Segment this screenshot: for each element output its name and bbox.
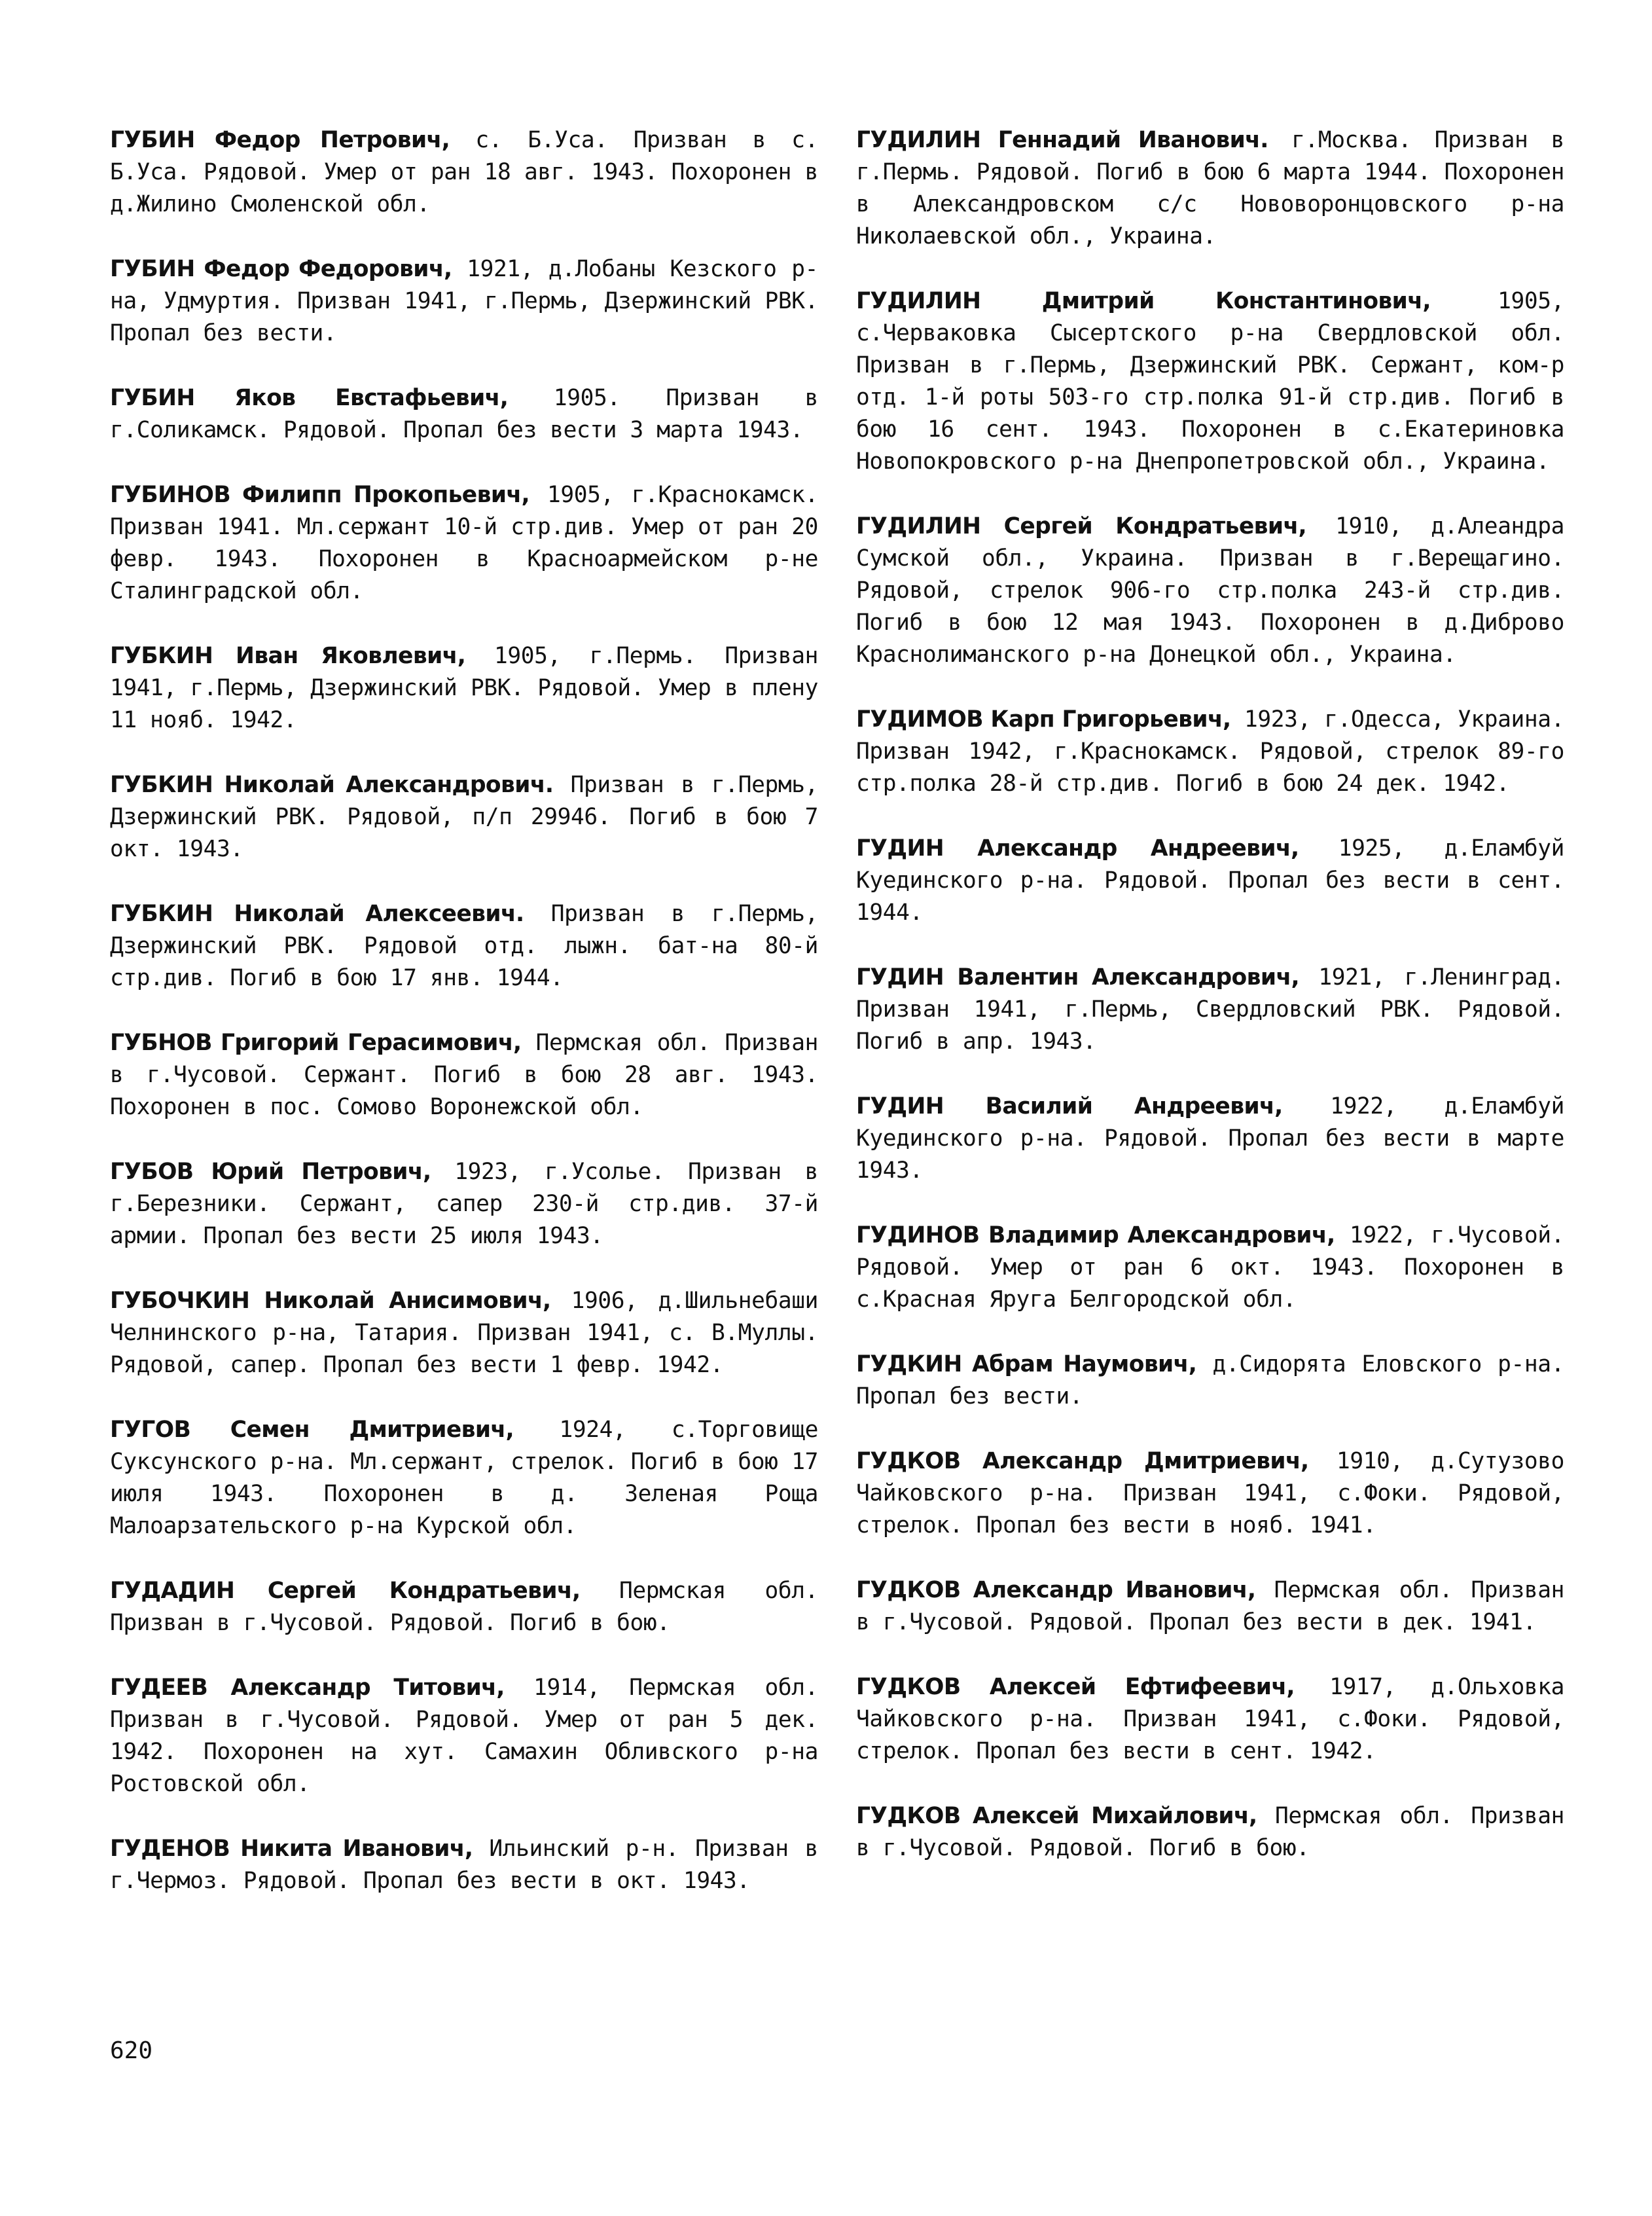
entry-text: 1910, д.Сутузово Чайковского р-на. Призван 1941, с.Фоки. Рядовой, стрелок. Пропал без вести в нояб. 1941. [856, 1448, 1564, 1538]
page-number: 620 [110, 2037, 153, 2064]
entry-text: 1923, г.Усолье. Призван в г.Березники. Сержант, сапер 230-й стр.див. 37-й армии. Пропал без вести 25 июля 1943. [110, 1159, 818, 1249]
entry-text: Ильинский р-н. Призван в г.Чермоз. Рядовой. Пропал без вести в окт. 1943. [110, 1836, 818, 1894]
right-column [856, 124, 1564, 1897]
entry [856, 1445, 1564, 1542]
entry-text: 1905, г.Краснокамск. Призван 1941. Мл.сержант 10-й стр.див. Умер от ран 20 февр. 1943. Похоронен в Красноармейском р-не Сталинградской обл. [110, 482, 818, 604]
entry-text: 1905, с.Черваковка Сысертского р-на Свердловской обл. Призван в г.Пермь, Дзержинский РВК. Сержант, ком-р отд. 1-й роты 503-го стр.полка 91-й стр.див. Погиб в бою 16 сент. 1943. Похоронен в с.Екатериновка Новопокровского р-на Днепропетровской обл., Украина. [856, 288, 1564, 475]
entry-text: Призван в г.Пермь, Дзержинский РВК. Рядовой, п/п 29946. Погиб в бою 7 окт. 1943. [110, 772, 818, 862]
entry-name: ГУДКОВ Александр Дмитриевич, [856, 1448, 1309, 1474]
entry [856, 833, 1564, 929]
entry [110, 124, 818, 221]
entry [856, 1671, 1564, 1768]
entry-name: ГУДКОВ Александр Иванович, [856, 1577, 1256, 1603]
entry [856, 511, 1564, 671]
entry-text: Пермская обл. Призван в г.Чусовой. Рядовой. Погиб в бою. [110, 1578, 818, 1636]
entry-name: ГУДИЛИН Сергей Кондратьевич, [856, 513, 1307, 539]
entry [110, 382, 818, 446]
entry-text: Пермская обл. Призван в г.Чусовой. Рядовой. Пропал без вести в дек. 1941. [856, 1577, 1564, 1635]
entry-text: 1905, г.Пермь. Призван 1941, г.Пермь, Дзержинский РВК. Рядовой. Умер в плену 11 нояб. 1942. [110, 643, 819, 733]
entry [110, 1414, 818, 1542]
entry [110, 769, 818, 865]
entry-text: Призван в г.Пермь, Дзержинский РВК. Рядовой отд. лыжн. бат-на 80-й стр.див. Погиб в бою 17 янв. 1944. [110, 901, 818, 991]
entry [856, 285, 1564, 478]
entry-text: 1924, с.Торговище Суксунского р-на. Мл.сержант, стрелок. Погиб в бою 17 июля 1943. Похоронен в д. Зеленая Роща Малоарзательского р-на Курской обл. [110, 1417, 818, 1539]
entry-name: ГУДИН Валентин Александрович, [856, 964, 1300, 990]
entry-text: 1917, д.Ольховка Чайковского р-на. Призван 1941, с.Фоки. Рядовой, стрелок. Пропал без вести в сент. 1942. [856, 1674, 1565, 1764]
entry-name: ГУДЕЕВ Александр Титович, [110, 1675, 505, 1701]
entry [110, 1285, 818, 1381]
entry [110, 898, 818, 994]
entry-text: 1905. Призван в г.Соликамск. Рядовой. Пропал без вести 3 марта 1943. [110, 385, 818, 443]
entry-name: ГУБНОВ Григорий Герасимович, [110, 1030, 522, 1056]
entry-text: 1910, д.Алеандра Сумской обл., Украина. Призван в г.Верещагино. Рядовой, стрелок 906-го стр.полка 243-й стр.див. Погиб в бою 12 мая 1943. Похоронен в д.Диброво Краснолиманского р-на Донецкой обл., Украина. [856, 513, 1565, 668]
entry-text: 1906, д.Шильнебаши Челнинского р-на, Татария. Призван 1941, с. В.Муллы. Рядовой, сапер. Пропал без вести 1 февр. 1942. [110, 1288, 818, 1378]
entry-name: ГУДКИН Абрам Наумович, [856, 1351, 1197, 1377]
entry [110, 640, 818, 736]
entry [110, 1833, 818, 1897]
entry-text: 1922, г.Чусовой. Рядовой. Умер от ран 6 окт. 1943. Похоронен в с.Красная Яруга Белгородской обл. [856, 1222, 1565, 1313]
entry-name: ГУБОВ Юрий Петрович, [110, 1159, 431, 1185]
entry [856, 704, 1564, 800]
entry-name: ГУБИНОВ Филипп Прокопьевич, [110, 482, 530, 508]
entry-name: ГУБКИН Николай Алексеевич. [110, 901, 524, 927]
entry-text: г.Москва. Призван в г.Пермь. Рядовой. Погиб в бою 6 марта 1944. Похоронен в Александровском с/с Нововоронцовского р-на Николаевской обл., Украина. [856, 127, 1565, 249]
entry [856, 1220, 1564, 1316]
entry-text: д.Сидорята Еловского р-на. Пропал без вести. [856, 1351, 1565, 1409]
entry-name: ГУБИН Федор Федорович, [110, 256, 452, 282]
entry-name: ГУБИН Федор Петрович, [110, 127, 450, 153]
entry-name: ГУДЕНОВ Никита Иванович, [110, 1836, 473, 1862]
entry-text: Пермская обл. Призван в г.Чусовой. Сержант. Погиб в бою 28 авг. 1943. Похоронен в пос. Сомово Воронежской обл. [110, 1030, 818, 1120]
entry [110, 1672, 818, 1800]
entry-text: 1921, д.Лобаны Кезского р-на, Удмуртия. Призван 1941, г.Пермь, Дзержинский РВК. Пропал без вести. [110, 256, 818, 346]
entry [856, 1800, 1564, 1864]
entry-text: с. Б.Уса. Призван в с. Б.Уса. Рядовой. Умер от ран 18 авг. 1943. Похоронен в д.Жилино Смоленской обл. [110, 127, 818, 217]
entry-name: ГУДАДИН Сергей Кондратьевич, [110, 1578, 581, 1604]
entry-name: ГУДКОВ Алексей Михайлович, [856, 1803, 1257, 1829]
entry-name: ГУГОВ Семен Дмитриевич, [110, 1417, 514, 1443]
entry-name: ГУБИН Яков Евстафьевич, [110, 385, 509, 411]
entry-text: Пермская обл. Призван в г.Чусовой. Рядовой. Погиб в бою. [856, 1803, 1564, 1861]
entry [110, 1156, 818, 1252]
entry-name: ГУДИН Василий Андреевич, [856, 1093, 1283, 1119]
entry-name: ГУДИЛИН Геннадий Иванович. [856, 127, 1268, 153]
entry-name: ГУБКИН Николай Александрович. [110, 772, 554, 798]
entry [856, 1574, 1564, 1639]
entry-name: ГУДИН Александр Андреевич, [856, 835, 1299, 862]
entry-text: 1921, г.Ленинград. Призван 1941, г.Пермь, Свердловский РВК. Рядовой. Погиб в апр. 1943. [856, 964, 1564, 1055]
entry-name: ГУДКОВ Алексей Ефтифеевич, [856, 1674, 1295, 1700]
left-column [110, 124, 818, 1930]
entry [856, 1349, 1564, 1413]
entry [856, 124, 1564, 253]
entry-name: ГУДИНОВ Владимир Александрович, [856, 1222, 1335, 1248]
entry-name: ГУДИЛИН Дмитрий Константинович, [856, 288, 1431, 314]
entry-name: ГУБКИН Иван Яковлевич, [110, 643, 466, 669]
entry [110, 1027, 818, 1123]
entry [110, 479, 818, 608]
entry [110, 253, 818, 350]
entry-name: ГУБОЧКИН Николай Анисимович, [110, 1288, 551, 1314]
entry [856, 962, 1564, 1058]
entry [856, 1091, 1564, 1187]
entry-text: 1914, Пермская обл. Призван в г.Чусовой. Рядовой. Умер от ран 5 дек. 1942. Похоронен на хут. Самахин Обливского р-на Ростовской обл. [110, 1675, 819, 1797]
entry-text: 1925, д.Еламбуй Куединского р-на. Рядовой. Пропал без вести в сент. 1944. [856, 835, 1565, 926]
entry-text: 1922, д.Еламбуй Куединского р-на. Рядовой. Пропал без вести в марте 1943. [856, 1093, 1564, 1184]
entry-name: ГУДИМОВ Карп Григорьевич, [856, 706, 1231, 733]
entry-text: 1923, г.Одесса, Украина. Призван 1942, г.Краснокамск. Рядовой, стрелок 89-го стр.полка 28-й стр.див. Погиб в бою 24 дек. 1942. [856, 706, 1564, 797]
entry [110, 1575, 818, 1639]
